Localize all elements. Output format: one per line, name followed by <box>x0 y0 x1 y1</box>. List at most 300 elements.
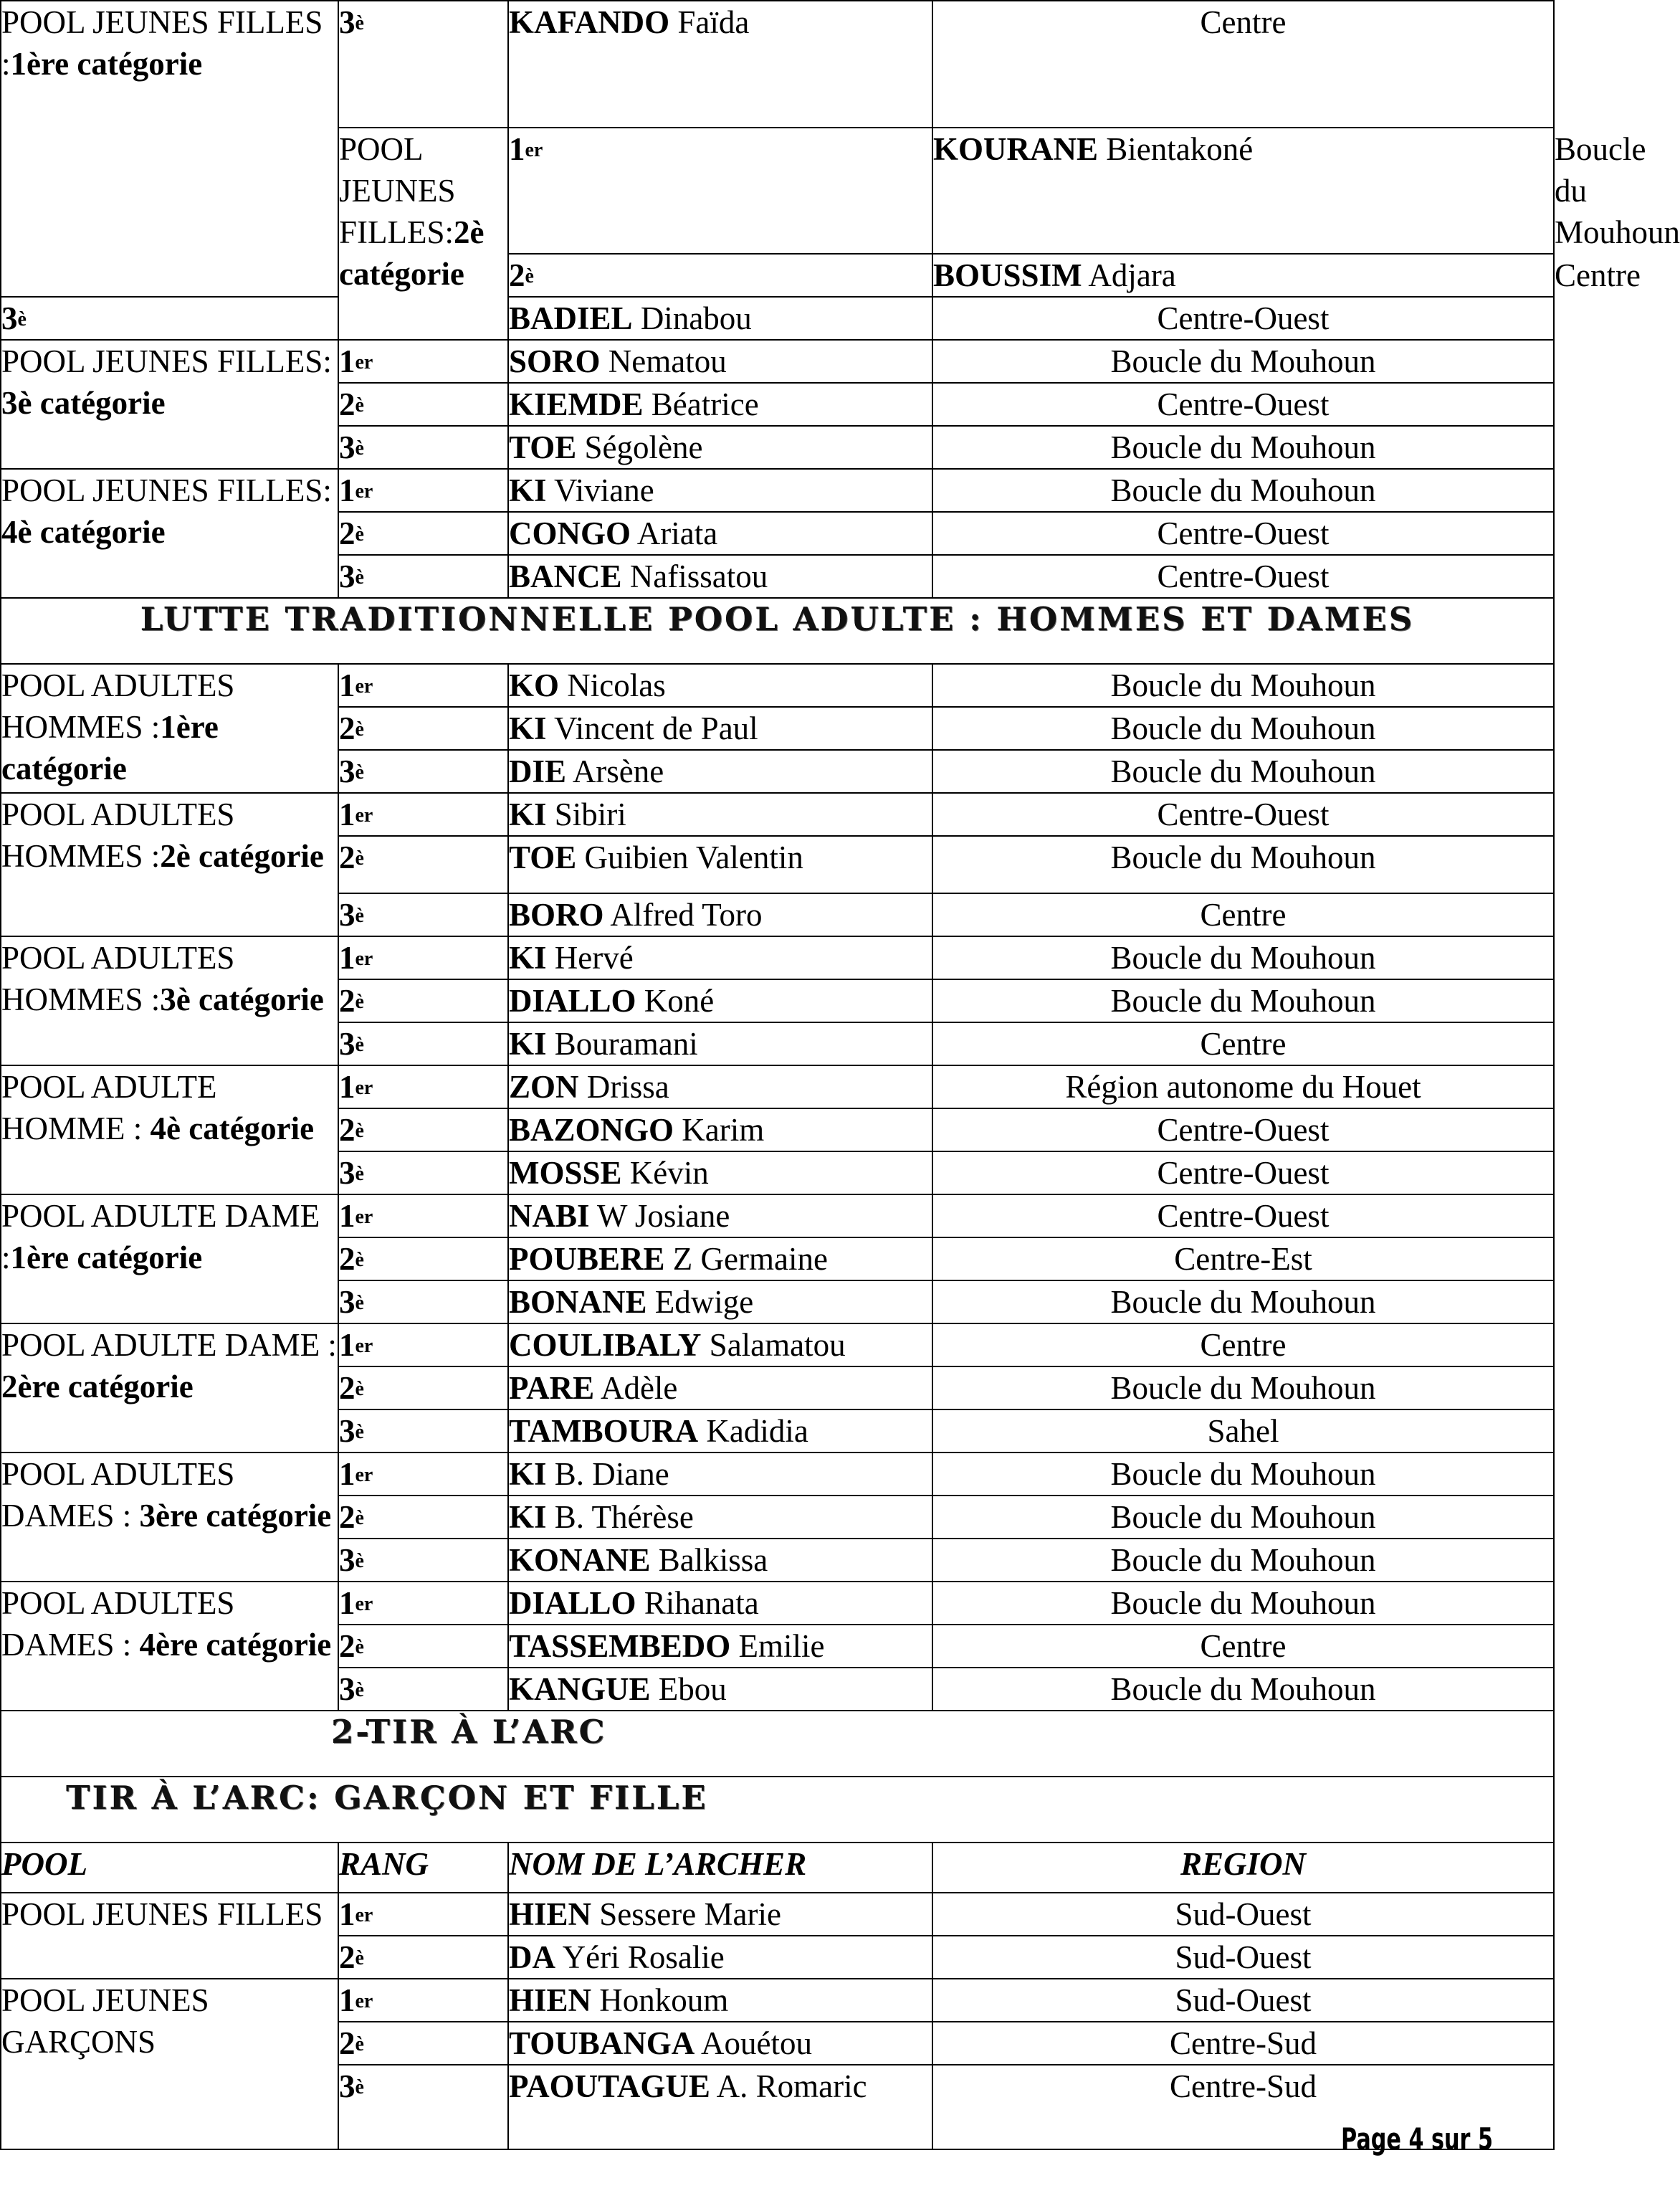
athlete-last-name: KIEMDE <box>509 386 644 422</box>
athlete-first-name: Ariata <box>636 515 718 551</box>
rank-cell <box>338 1194 508 1237</box>
region-cell: Boucle du Mouhoun <box>932 1280 1554 1323</box>
athlete-last-name: DIALLO <box>509 1585 636 1621</box>
region-cell: Boucle du Mouhoun <box>932 1453 1554 1496</box>
region-cell: Boucle du Mouhoun <box>932 936 1554 979</box>
athlete-first-name: Rihanata <box>644 1585 759 1621</box>
rank-number: 1 <box>339 667 355 703</box>
section-heading-row <box>1 1711 1554 1777</box>
athlete-last-name: HIEN <box>509 1982 592 2018</box>
region-cell: Centre-Ouest <box>932 1151 1554 1194</box>
athlete-first-name: Emilie <box>738 1628 825 1664</box>
rank-suffix: è <box>17 308 27 331</box>
rank-cell <box>338 1108 508 1151</box>
rank-number: 1 <box>339 940 355 976</box>
athlete-name-cell <box>508 1625 932 1668</box>
rank-number: 2 <box>339 386 355 422</box>
athlete-last-name: DA <box>509 1939 555 1975</box>
athlete-name-cell <box>508 1323 932 1366</box>
rank-number: 2 <box>339 840 355 875</box>
rank-suffix: è <box>355 991 364 1013</box>
rank-suffix: è <box>355 1163 364 1185</box>
athlete-name-cell <box>508 469 932 512</box>
athlete-name-cell <box>508 426 932 469</box>
region-cell: Boucle du Mouhoun <box>932 707 1554 750</box>
pool-cell <box>1 1194 338 1323</box>
rank-suffix: è <box>355 1034 364 1056</box>
rank-number: 1 <box>509 131 525 167</box>
rank-suffix: er <box>355 1335 373 1357</box>
pool-label: POOL ADULTES HOMMES :1ère catégorie <box>1 667 235 786</box>
rank-cell <box>338 1893 508 1936</box>
athlete-first-name: Viviane <box>553 472 654 508</box>
table-row <box>1 1 1554 128</box>
table-row <box>1 1979 1554 2022</box>
region-cell: Boucle du Mouhoun <box>932 1668 1554 1711</box>
athlete-name-cell <box>508 1280 932 1323</box>
athlete-name-cell <box>508 1151 932 1194</box>
section-heading-row <box>1 598 1554 664</box>
rank-suffix: er <box>355 351 373 374</box>
rank-suffix: è <box>355 905 364 927</box>
pool-cell <box>1 1 338 297</box>
rank-suffix: er <box>525 139 543 161</box>
athlete-first-name: Arsène <box>572 753 664 789</box>
rank-suffix: è <box>355 2076 364 2098</box>
rank-suffix: er <box>355 1464 373 1486</box>
pool-label: POOL JEUNES FILLES :1ère catégorie <box>1 4 323 82</box>
rank-number: 3 <box>339 1284 355 1320</box>
table-row <box>1 1194 1554 1237</box>
table-row <box>1 1323 1554 1366</box>
athlete-name-cell <box>508 2065 932 2149</box>
athlete-last-name: CONGO <box>509 515 631 551</box>
rank-suffix: è <box>355 1636 364 1658</box>
athlete-name-cell <box>508 893 932 936</box>
table-row: POOL JEUNES FILLES:2è catégorie 1er KOURANE Bientakoné Boucle du Mouhoun <box>1 128 1554 254</box>
results-table-body <box>1 1 1680 2149</box>
rank-number: 1 <box>339 343 355 379</box>
section-title: 2-TIR À L’ARC <box>1 1711 1554 1777</box>
athlete-last-name: ZON <box>509 1069 579 1105</box>
athlete-name-cell <box>508 555 932 598</box>
rank-cell <box>338 979 508 1022</box>
region-cell: Centre-Ouest <box>932 512 1554 555</box>
pool-label: POOL ADULTES HOMMES :2è catégorie <box>1 797 324 874</box>
rank-number: 1 <box>339 1198 355 1234</box>
athlete-first-name: B. Diane <box>554 1456 669 1492</box>
athlete-name-cell <box>508 793 932 836</box>
athlete-last-name: KI <box>509 710 547 746</box>
rank-cell <box>338 469 508 512</box>
athlete-name-cell <box>508 1582 932 1625</box>
rank-number: 2 <box>339 515 355 551</box>
athlete-last-name: BADIEL <box>509 300 633 336</box>
rank-suffix: er <box>355 1904 373 1926</box>
rank-number: 3 <box>339 1413 355 1449</box>
athlete-name-cell <box>508 750 932 793</box>
athlete-first-name: Nicolas <box>567 667 666 703</box>
rank-number: 2 <box>339 1241 355 1277</box>
region-cell: Boucle du Mouhoun <box>932 836 1554 893</box>
table-row: $2^è$ BOUSSIM Adjara Centre <box>1 254 1554 297</box>
athlete-name-cell <box>508 664 932 707</box>
pool-label: POOL JEUNES GARÇONS <box>1 1982 209 2060</box>
athlete-last-name: KI <box>509 472 547 508</box>
rank-cell <box>338 512 508 555</box>
rank-number: 3 <box>339 2068 355 2104</box>
rank-suffix: è <box>355 523 364 546</box>
rank-suffix: er <box>355 1206 373 1228</box>
rank-cell <box>338 1539 508 1582</box>
athlete-last-name: BORO <box>509 897 604 933</box>
region-cell: Sud-Ouest <box>932 1979 1554 2022</box>
table-row <box>1 469 1554 512</box>
athlete-first-name: Edwige <box>654 1284 754 1320</box>
rank-cell <box>338 836 508 893</box>
rank-suffix: è <box>355 847 364 870</box>
region-cell: Centre-Ouest <box>932 793 1554 836</box>
region-cell: Boucle du Mouhoun <box>932 469 1554 512</box>
rank-suffix: è <box>355 12 364 34</box>
athlete-first-name: Dinabou <box>640 300 752 336</box>
athlete-first-name: Ségolène <box>584 429 703 465</box>
athlete-name-cell <box>508 1409 932 1453</box>
table-row <box>1 340 1554 383</box>
rank-suffix: è <box>525 265 534 287</box>
region-cell: Sud-Ouest <box>932 1936 1554 1979</box>
athlete-name-cell <box>508 1893 932 1936</box>
athlete-last-name: KI <box>509 940 547 976</box>
athlete-last-name: DIE <box>509 753 567 789</box>
table-row <box>1 1582 1554 1625</box>
athlete-last-name: BAZONGO <box>509 1112 674 1148</box>
rank-cell <box>338 1496 508 1539</box>
table-row <box>1 1453 1554 1496</box>
rank-number: 3 <box>339 1671 355 1707</box>
rank-cell <box>338 793 508 836</box>
athlete-name-cell <box>508 1496 932 1539</box>
athlete-last-name: KO <box>509 667 560 703</box>
rank-number: 1 <box>339 1456 355 1492</box>
rank-cell <box>338 1323 508 1366</box>
region-cell: Boucle du Mouhoun <box>932 1366 1554 1409</box>
rank-cell <box>338 1366 508 1409</box>
header-pool: POOL <box>1 1843 338 1893</box>
athlete-name-cell <box>508 2022 932 2065</box>
rank-suffix: è <box>355 394 364 417</box>
pool-label: POOL JEUNES FILLES: 4è catégorie <box>1 472 332 550</box>
region-cell: Centre-Sud <box>932 2065 1554 2149</box>
region-cell: Centre <box>932 1 1554 128</box>
rank-cell <box>338 555 508 598</box>
athlete-name-cell <box>932 128 1554 254</box>
pool-label: POOL JEUNES FILLES:2è catégorie <box>339 131 485 292</box>
rank-number: 2 <box>339 2025 355 2061</box>
athlete-last-name: PARE <box>509 1370 595 1406</box>
athlete-first-name: W Josiane <box>596 1198 730 1234</box>
athlete-name-cell <box>508 1 932 128</box>
region-cell: Boucle du Mouhoun <box>932 1582 1554 1625</box>
region-cell: Centre-Est <box>932 1237 1554 1280</box>
region-cell: Centre-Sud <box>932 2022 1554 2065</box>
rank-suffix: è <box>355 718 364 741</box>
athlete-name-cell <box>508 836 932 893</box>
rank-number: 1 <box>339 1982 355 2018</box>
athlete-name-cell <box>508 1237 932 1280</box>
athlete-last-name: SORO <box>509 343 601 379</box>
athlete-last-name: BOUSSIM <box>933 257 1082 293</box>
region-cell: Boucle du Mouhoun <box>932 1496 1554 1539</box>
athlete-first-name: Sibiri <box>554 797 626 832</box>
athlete-last-name: PAOUTAGUE <box>509 2068 710 2104</box>
region-cell: Sahel <box>932 1409 1554 1453</box>
athlete-first-name: Koné <box>644 983 715 1019</box>
table-row <box>1 936 1554 979</box>
athlete-last-name: KAFANDO <box>509 4 670 40</box>
athlete-first-name: Béatrice <box>651 386 759 422</box>
table-header-row <box>1 1843 1554 1893</box>
region-cell: Centre <box>932 1022 1554 1065</box>
athlete-last-name: TOUBANGA <box>509 2025 695 2061</box>
rank-suffix: è <box>355 1249 364 1271</box>
rank-suffix: er <box>355 948 373 970</box>
region-cell: Boucle du Mouhoun <box>932 1539 1554 1582</box>
athlete-last-name: NABI <box>509 1198 590 1234</box>
rank-suffix: è <box>355 1550 364 1572</box>
region-cell: Boucle du Mouhoun <box>932 979 1554 1022</box>
rank-cell <box>338 1151 508 1194</box>
rank-cell <box>338 1582 508 1625</box>
athlete-first-name: Faïda <box>677 4 750 40</box>
rank-number: 1 <box>339 797 355 832</box>
region-cell: Sud-Ouest <box>932 1893 1554 1936</box>
rank-number: 1 <box>339 1896 355 1932</box>
rank-number: 3 <box>339 897 355 933</box>
rank-suffix: er <box>355 1077 373 1099</box>
athlete-name-cell <box>508 1194 932 1237</box>
rank-cell <box>338 1453 508 1496</box>
rank-number: 2 <box>339 1112 355 1148</box>
rank-suffix: è <box>355 1292 364 1314</box>
athlete-last-name: COULIBALY <box>509 1327 702 1363</box>
athlete-first-name: Aouétou <box>701 2025 812 2061</box>
pool-label: POOL ADULTES DAMES : 4ère catégorie <box>1 1585 332 1663</box>
athlete-last-name: BANCE <box>509 558 622 594</box>
section-heading-row <box>1 1777 1554 1843</box>
rank-cell <box>338 893 508 936</box>
athlete-first-name: Alfred Toro <box>610 897 763 933</box>
region-cell: Centre <box>932 893 1554 936</box>
table-row <box>1 297 1554 340</box>
pool-cell <box>1 1065 338 1194</box>
athlete-first-name: Drissa <box>586 1069 669 1105</box>
pool-label: POOL JEUNES FILLES <box>1 1896 323 1932</box>
pool-cell <box>1 469 338 598</box>
rank-cell <box>338 1409 508 1453</box>
athlete-name-cell <box>508 512 932 555</box>
athlete-last-name: KI <box>509 1026 547 1062</box>
athlete-last-name: HIEN <box>509 1896 592 1932</box>
rank-number: 3 <box>339 558 355 594</box>
pool-cell <box>1 1453 338 1582</box>
region-cell: Centre-Ouest <box>932 383 1554 426</box>
rank-suffix: er <box>355 1593 373 1615</box>
athlete-last-name: MOSSE <box>509 1155 622 1191</box>
athlete-first-name: Sessere Marie <box>599 1896 781 1932</box>
athlete-name-cell <box>508 1108 932 1151</box>
athlete-name-cell <box>508 1979 932 2022</box>
rank-cell <box>338 1022 508 1065</box>
rank-number: 2 <box>339 710 355 746</box>
rank-cell <box>508 254 932 297</box>
rank-number: 3 <box>339 4 355 40</box>
rank-cell <box>338 426 508 469</box>
rank-suffix: er <box>355 1990 373 2012</box>
rank-cell <box>338 1668 508 1711</box>
athlete-name-cell <box>508 1022 932 1065</box>
athlete-first-name: Balkissa <box>658 1542 768 1578</box>
athlete-last-name: KI <box>509 1499 547 1535</box>
rank-suffix: è <box>355 1679 364 1701</box>
athlete-first-name: Kévin <box>629 1155 709 1191</box>
athlete-first-name: Adjara <box>1088 257 1176 293</box>
rank-cell <box>338 1936 508 1979</box>
pool-label: POOL JEUNES FILLES: 3è catégorie <box>1 343 332 421</box>
rank-suffix: è <box>355 437 364 460</box>
rank-suffix: è <box>355 1947 364 1969</box>
pool-cell <box>1 1979 338 2149</box>
rank-cell <box>338 383 508 426</box>
athlete-name-cell <box>508 383 932 426</box>
section-title: LUTTE TRADITIONNELLE POOL ADULTE : HOMMES ET DAMES <box>1 598 1554 664</box>
rank-number: 2 <box>339 1370 355 1406</box>
athlete-first-name: Nafissatou <box>629 558 768 594</box>
athlete-name-cell <box>508 1539 932 1582</box>
pool-cell <box>1 1893 338 1979</box>
table-row <box>1 1065 1554 1108</box>
rank-cell <box>338 2022 508 2065</box>
pool-cell <box>1 664 338 793</box>
athlete-first-name: Adèle <box>600 1370 678 1406</box>
athlete-last-name: POUBERE <box>509 1241 665 1277</box>
rank-cell <box>508 128 932 254</box>
rank-suffix: è <box>355 1378 364 1400</box>
rank-suffix: è <box>355 1120 364 1142</box>
pool-cell <box>338 128 508 340</box>
rank-number: 3 <box>339 429 355 465</box>
athlete-last-name: KANGUE <box>509 1671 651 1707</box>
rank-suffix: è <box>355 1421 364 1443</box>
rank-suffix: è <box>355 2033 364 2055</box>
athlete-first-name: Kadidia <box>706 1413 808 1449</box>
region-cell: Centre <box>932 1625 1554 1668</box>
pool-label: POOL ADULTE HOMME : 4è catégorie <box>1 1069 315 1146</box>
athlete-name-cell <box>508 1668 932 1711</box>
athlete-first-name: Honkoum <box>599 1982 729 2018</box>
rank-cell <box>1 297 338 340</box>
athlete-first-name: Salamatou <box>709 1327 846 1363</box>
rank-number: 3 <box>339 1026 355 1062</box>
rank-cell <box>338 750 508 793</box>
athlete-name-cell <box>508 1936 932 1979</box>
athlete-last-name: TASSEMBEDO <box>509 1628 731 1664</box>
region-cell: Boucle du Mouhoun <box>932 664 1554 707</box>
athlete-first-name: A. Romaric <box>716 2068 867 2104</box>
rank-cell <box>338 1625 508 1668</box>
rank-cell <box>338 1979 508 2022</box>
region-cell: Boucle du Mouhoun <box>932 340 1554 383</box>
athlete-first-name: Yéri Rosalie <box>562 1939 725 1975</box>
pool-cell <box>1 1323 338 1453</box>
region-cell: Boucle du Mouhoun <box>932 750 1554 793</box>
athlete-last-name: TOE <box>509 429 577 465</box>
athlete-first-name: Vincent de Paul <box>553 710 758 746</box>
athlete-last-name: KOURANE <box>933 131 1099 167</box>
pool-label: POOL ADULTES HOMMES :3è catégorie <box>1 940 324 1017</box>
athlete-last-name: TOE <box>509 840 577 875</box>
athlete-first-name: Nematou <box>608 343 727 379</box>
region-cell: Région autonome du Houet <box>932 1065 1554 1108</box>
athlete-first-name: Bientakoné <box>1106 131 1254 167</box>
athlete-name-cell <box>508 297 932 340</box>
table-row <box>1 1893 1554 1936</box>
athlete-name-cell <box>508 707 932 750</box>
region-cell: Centre-Ouest <box>932 555 1554 598</box>
athlete-name-cell <box>508 340 932 383</box>
rank-number: 3 <box>1 300 18 336</box>
rank-suffix: è <box>355 566 364 589</box>
pool-label: POOL ADULTES DAMES : 3ère catégorie <box>1 1456 332 1534</box>
rank-cell <box>338 707 508 750</box>
pool-cell <box>1 936 338 1065</box>
region-cell: Centre-Ouest <box>932 1194 1554 1237</box>
athlete-name-cell <box>508 1065 932 1108</box>
header-nom: NOM DE L’ARCHER <box>508 1843 932 1893</box>
athlete-last-name: KONANE <box>509 1542 651 1578</box>
table-row <box>1 664 1554 707</box>
athlete-name-cell <box>508 979 932 1022</box>
rank-cell <box>338 2065 508 2149</box>
rank-number: 3 <box>339 1155 355 1191</box>
rank-number: 2 <box>339 1939 355 1975</box>
rank-cell <box>338 664 508 707</box>
table-row <box>1 793 1554 836</box>
region-cell: Boucle du Mouhoun <box>932 426 1554 469</box>
region-cell: Centre-Ouest <box>932 1108 1554 1151</box>
rank-cell <box>338 1237 508 1280</box>
athlete-first-name: Hervé <box>554 940 634 976</box>
region-cell: Centre <box>932 1323 1554 1366</box>
rank-number: 2 <box>339 1499 355 1535</box>
rank-cell <box>338 936 508 979</box>
athlete-name-cell <box>508 1366 932 1409</box>
athlete-last-name: KI <box>509 797 547 832</box>
athlete-last-name: DIALLO <box>509 983 636 1019</box>
rank-number: 2 <box>339 983 355 1019</box>
pool-label: POOL ADULTE DAME : 2ère catégorie <box>1 1327 337 1404</box>
rank-suffix: er <box>355 675 373 698</box>
rank-number: 1 <box>339 1327 355 1363</box>
athlete-first-name: Bouramani <box>554 1026 698 1062</box>
header-rang: RANG <box>338 1843 508 1893</box>
athlete-name-cell <box>932 254 1554 297</box>
rank-cell <box>338 1 508 128</box>
pool-cell <box>1 793 338 936</box>
pool-cell <box>1 340 338 469</box>
pool-cell <box>1 1582 338 1711</box>
athlete-first-name: B. Thérèse <box>554 1499 694 1535</box>
